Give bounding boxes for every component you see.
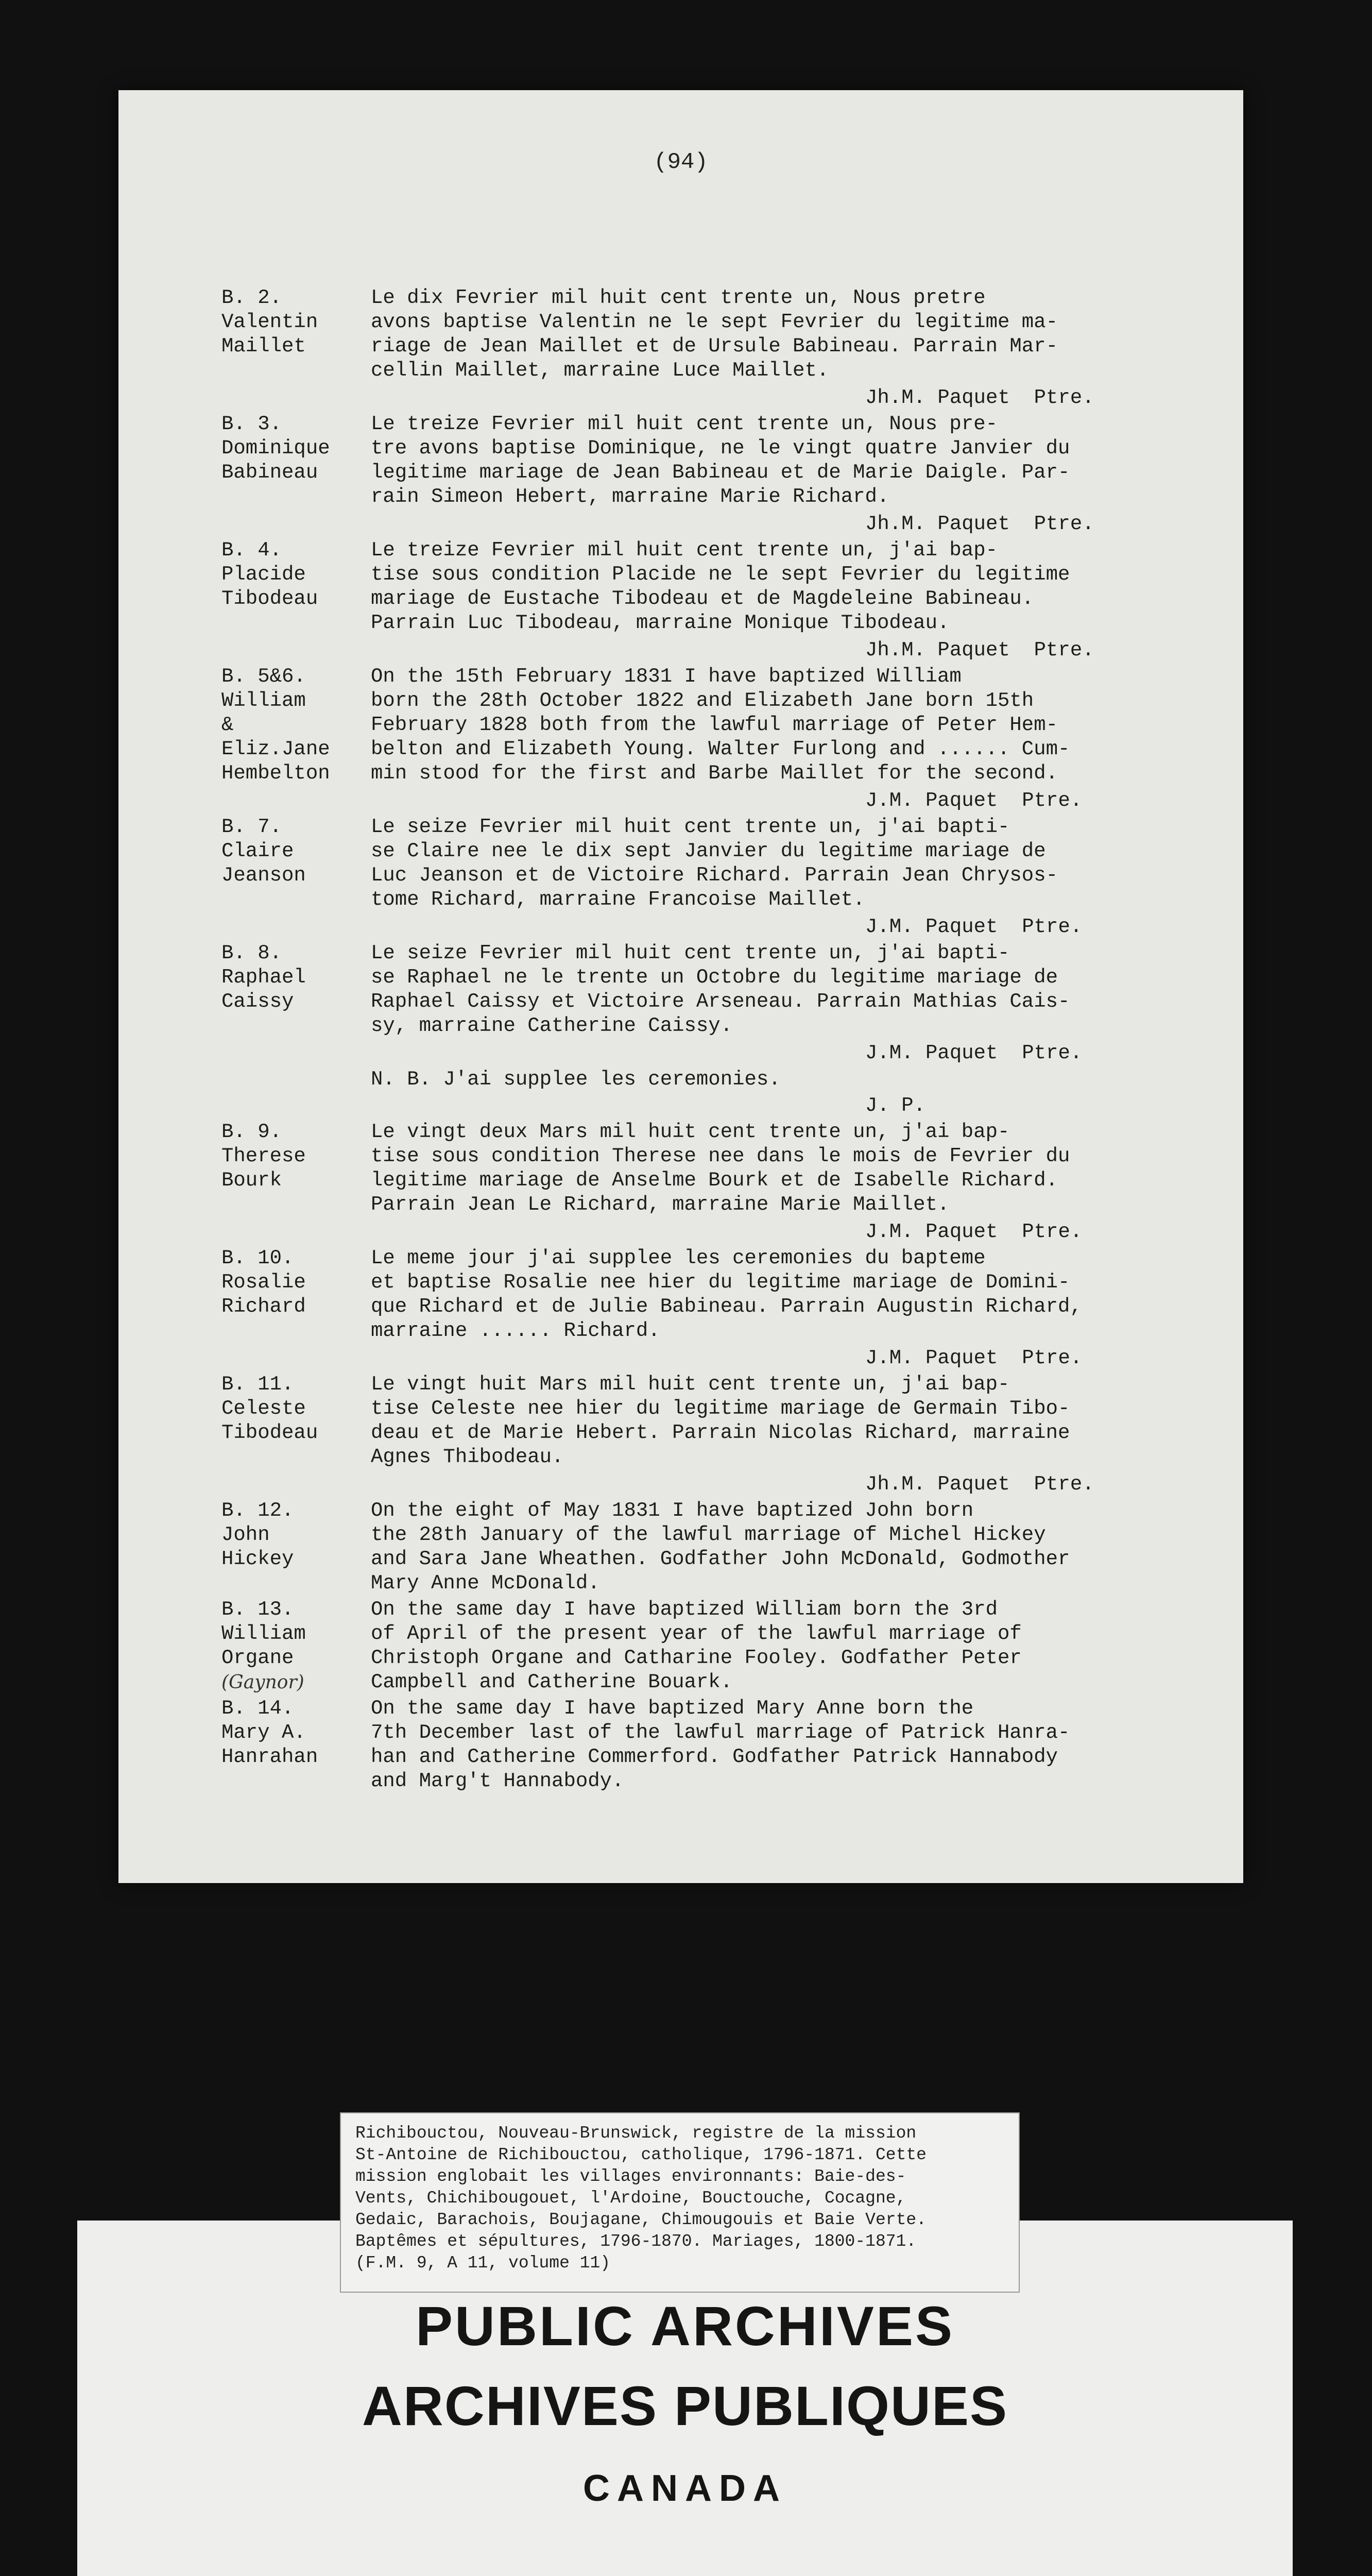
stamp-line-archives-publiques: ARCHIVES PUBLIQUES <box>362 2375 1008 2437</box>
handwritten-annotation: (Gaynor) <box>221 1672 304 1693</box>
entry-group-2 <box>221 1120 1190 1793</box>
priest-signature: J.M. Paquet Ptre. <box>865 916 1083 938</box>
entry-text: Le treize Fevrier mil huit cent trente un, j'ai bap- tise sous condition Placide ne le sept Fevrier du legitime mariage de Eustache Tibodeau et de Magdeleine Babineau. Parrain Luc Tibodeau, marraine Monique Tibodeau. <box>371 539 1070 634</box>
entry-body <box>371 1372 1190 1497</box>
ceremony-note-signature: J. P. <box>865 1094 926 1117</box>
entry-body <box>371 941 1190 1065</box>
entry-text: Le vingt deux Mars mil huit cent trente un, j'ai bap- tise sous condition Therese nee dans le mois de Fevrier du legitime mariage de Anselme Bourk et de Isabelle Richard. Parrain Jean Le Richard, marraine Marie Maillet. <box>371 1121 1070 1216</box>
entry-margin-label: B. 14. Mary A. Hanrahan <box>221 1697 318 1768</box>
entry-body <box>371 815 1190 939</box>
priest-signature: J.M. Paquet Ptre. <box>865 1221 1083 1243</box>
priest-signature: J.M. Paquet Ptre. <box>865 789 1083 812</box>
entry-margin-label: B. 3. Dominique Babineau <box>221 413 330 484</box>
priest-signature: Jh.M. Paquet Ptre. <box>865 386 1094 409</box>
baptism-entry <box>221 665 1190 813</box>
baptism-entry <box>221 1499 1190 1596</box>
entry-body <box>371 1697 1190 1793</box>
entry-body <box>371 1246 1190 1370</box>
entry-text: Le treize Fevrier mil huit cent trente un, Nous pre- tre avons baptise Dominique, ne le vingt quatre Janvier du legitime mariage de Jean Babineau et de Marie Daigle. Par- rain Simeon Hebert, marraine Marie Richard. <box>371 413 1070 508</box>
archive-description-label: Richibouctou, Nouveau-Brunswick, registre de la mission St-Antoine de Richibouctou, catholique, 1796-1871. Cette mission englobait les villages environnants: Baie-des- Vents, Chichibougouet, l'Ardoine, Bouctouche, Cocagne, Gedaic, Barachois, Boujagane, Chimougouis et Baie Verte. Baptêmes et sépultures, 1796-1870. Mariages, 1800-1871. (F.M. 9, A 11, volume 11) <box>340 2112 1020 2293</box>
entry-text: On the eight of May 1831 I have baptized John born the 28th January of the lawful marriage of Michel Hickey and Sara Jane Wheathen. Godfather John McDonald, Godmother Mary Anne McDonald. <box>371 1499 1070 1595</box>
baptism-entry <box>221 815 1190 939</box>
entry-text: On the same day I have baptized Mary Anne born the 7th December last of the lawful marriage of Patrick Hanra- han and Catherine Commerford. Godfather Patrick Hannabody and Marg't Hannabody. <box>371 1697 1070 1792</box>
stamp-line-canada: CANADA <box>583 2468 787 2509</box>
entry-text: Le dix Fevrier mil huit cent trente un, Nous pretre avons baptise Valentin ne le sept Fevrier du legitime ma- riage de Jean Maillet et de Ursule Babineau. Parrain Mar- cellin Maillet, marraine Luce Maillet. <box>371 286 1058 382</box>
entry-text: Le meme jour j'ai supplee les ceremonies du bapteme et baptise Rosalie nee hier du legitime mariage de Domini- que Richard et de Julie Babineau. Parrain Augustin Richard, marraine ...... Richard. <box>371 1247 1082 1342</box>
entry-margin-label: B. 4. Placide Tibodeau <box>221 539 318 610</box>
baptism-entry <box>221 1246 1190 1370</box>
priest-signature: Jh.M. Paquet Ptre. <box>865 513 1094 535</box>
baptism-entry <box>221 412 1190 536</box>
baptism-entry <box>221 1372 1190 1497</box>
baptism-entry <box>221 286 1190 410</box>
entry-group-1 <box>221 286 1190 1065</box>
entry-text: On the same day I have baptized William born the 3rd of April of the present year of the lawful marriage of Christoph Organe and Catharine Fooley. Godfather Peter Campbell and Catherine Bouark. <box>371 1598 1022 1693</box>
entry-text: On the 15th February 1831 I have baptized William born the 28th October 1822 and Elizabeth Jane born 15th February 1828 both from the lawful marriage of Peter Hem- belton and Elizabeth Young. Walter Furlong and ...... Cum- min stood for the first and Barbe Maillet for the second. <box>371 665 1070 785</box>
archives-stamp <box>77 2293 1293 2524</box>
priest-signature: Jh.M. Paquet Ptre. <box>865 1473 1094 1496</box>
baptism-entry <box>221 941 1190 1065</box>
entry-body <box>371 412 1190 536</box>
entry-text: Le seize Fevrier mil huit cent trente un, j'ai bapti- se Raphael ne le trente un Octobre du legitime mariage de Raphael Caissy et Victoire Arseneau. Parrain Mathias Cais- sy, marraine Catherine Caissy. <box>371 942 1070 1037</box>
baptism-entry <box>221 1120 1190 1244</box>
entry-margin-column <box>221 1598 371 1694</box>
page-number: (94) <box>654 149 708 175</box>
priest-signature: J.M. Paquet Ptre. <box>865 1347 1083 1369</box>
baptism-entry <box>221 1697 1190 1793</box>
entry-body <box>371 1598 1190 1694</box>
entry-margin-label: B. 13. William Organe <box>221 1598 306 1669</box>
entry-margin-label: B. 2. Valentin Maillet <box>221 286 318 358</box>
priest-signature: J.M. Paquet Ptre. <box>865 1042 1083 1064</box>
entry-margin-label: B. 10. Rosalie Richard <box>221 1247 306 1318</box>
entry-margin-label: B. 5&6. William & Eliz.Jane Hembelton <box>221 665 330 785</box>
ceremony-note: N. B. J'ai supplee les ceremonies. <box>371 1068 781 1091</box>
register-page <box>118 90 1243 1883</box>
entry-body <box>371 538 1190 663</box>
baptism-entry <box>221 538 1190 663</box>
entry-margin-label: B. 9. Therese Bourk <box>221 1121 306 1192</box>
stamp-line-public-archives: PUBLIC ARCHIVES <box>415 2295 955 2357</box>
entry-margin-label: B. 7. Claire Jeanson <box>221 816 306 887</box>
entry-text: Le vingt huit Mars mil huit cent trente un, j'ai bap- tise Celeste nee hier du legitime mariage de Germain Tibo- deau et de Marie Hebert. Parrain Nicolas Richard, marraine Agnes Thibodeau. <box>371 1373 1070 1468</box>
baptism-entries <box>221 286 1190 1795</box>
entry-margin-label: B. 12. John Hickey <box>221 1499 294 1570</box>
entry-body <box>371 665 1190 813</box>
entry-margin-label: B. 11. Celeste Tibodeau <box>221 1373 318 1444</box>
entry-margin-label: B. 8. Raphael Caissy <box>221 942 306 1013</box>
baptism-entry <box>221 1598 1190 1694</box>
entry-body <box>371 1120 1190 1244</box>
priest-signature: Jh.M. Paquet Ptre. <box>865 639 1094 662</box>
entry-body <box>371 1499 1190 1596</box>
entry-body <box>371 286 1190 410</box>
entry-text: Le seize Fevrier mil huit cent trente un, j'ai bapti- se Claire nee le dix sept Janvier du legitime mariage de Luc Jeanson et de Victoire Richard. Parrain Jean Chrysos- tome Richard, marraine Francoise Maillet. <box>371 816 1058 911</box>
